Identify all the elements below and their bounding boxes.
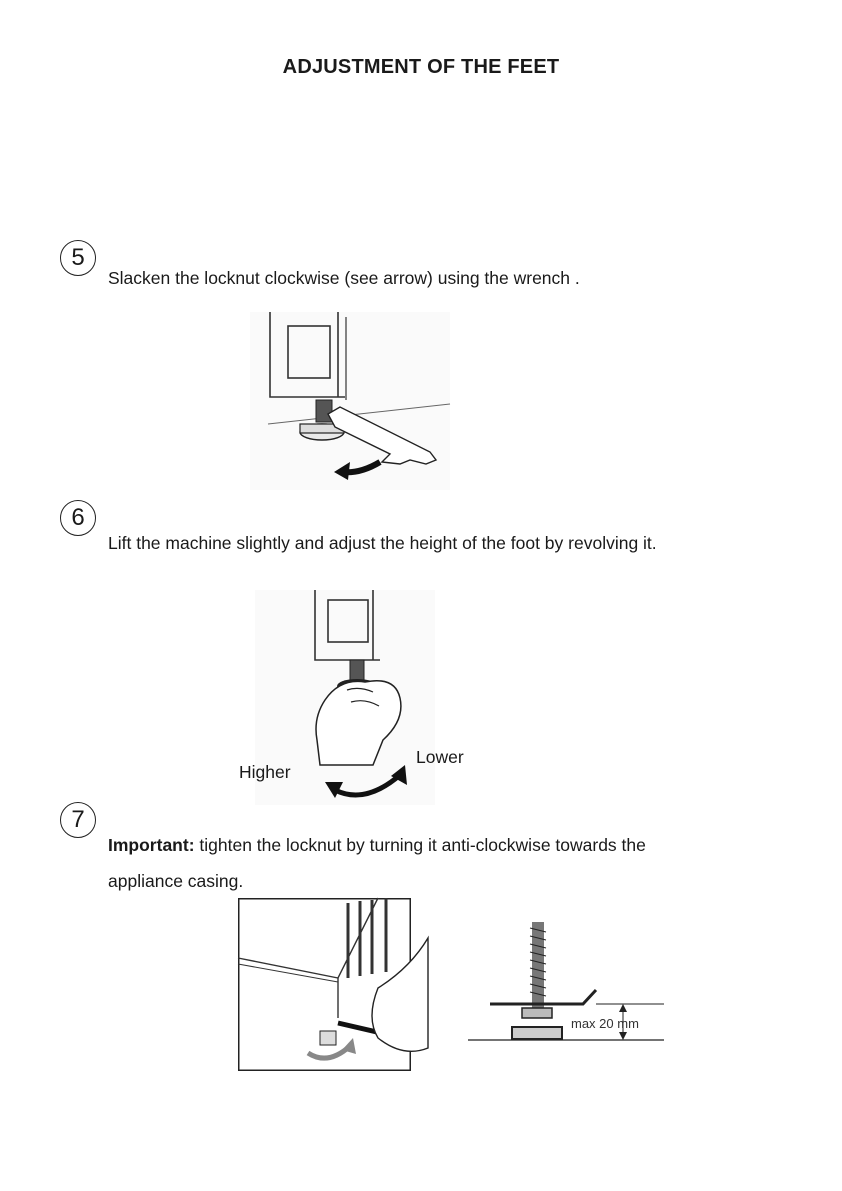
step-7-number: 7 <box>60 802 96 838</box>
step-6-number: 6 <box>60 500 96 536</box>
step-7-text-line1 <box>108 835 646 856</box>
page-title: ADJUSTMENT OF THE FEET <box>282 56 560 78</box>
higher-label: Higher <box>239 762 291 782</box>
max-height-label: max 20 mm <box>571 1016 639 1031</box>
step-7-text-line2: appliance casing. <box>108 871 244 891</box>
step-6-text: Lift the machine slightly and adjust the height of the foot by revolving it. <box>108 533 657 553</box>
wrench-locknut-illustration <box>250 312 450 490</box>
step-5-number: 5 <box>60 240 96 276</box>
step-5-text: Slacken the locknut clockwise (see arrow) using the wrench . <box>108 268 580 288</box>
step-7-instruction: tighten the locknut by turning it anti-clockwise towards the <box>194 835 646 855</box>
lower-label: Lower <box>416 747 464 767</box>
tighten-locknut-illustration <box>238 898 411 1071</box>
important-label: Important: <box>108 835 195 855</box>
